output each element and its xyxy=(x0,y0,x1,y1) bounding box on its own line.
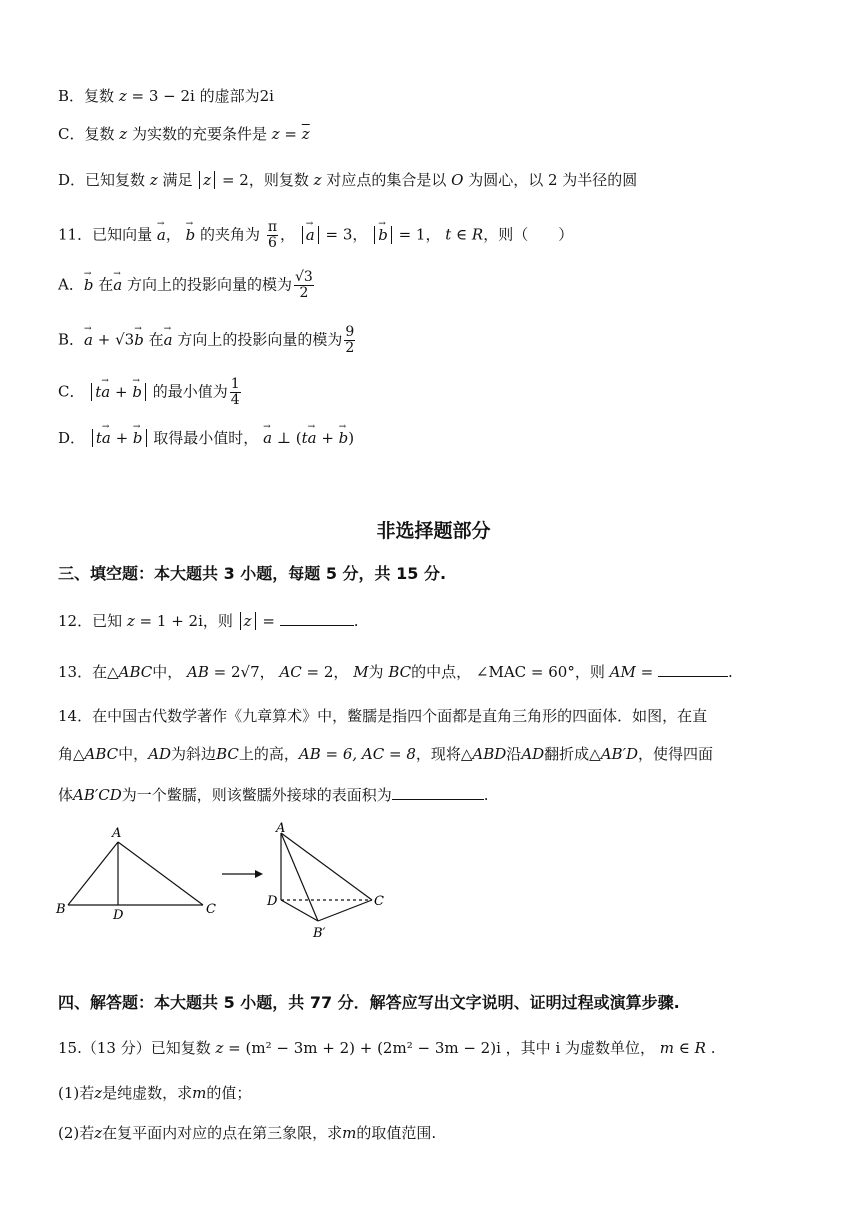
vector-a: → a xyxy=(306,225,315,245)
question-text: 在复平面内对应的点在第三象限，求 xyxy=(102,1124,343,1142)
math-expr: = 2√7， xyxy=(208,663,275,681)
tetrahedron-figure xyxy=(266,821,384,940)
math-expr: = 1， xyxy=(393,225,441,244)
q11-stem: 11．已知向量 → a， → b 的夹角为 $\frac{\pi}{6}$ ， → a = 3， → b = 1， t ∈ R，则（ ） xyxy=(58,220,573,251)
numerator: 9 xyxy=(345,324,355,340)
var-t: t xyxy=(301,429,308,447)
period: . xyxy=(353,612,359,630)
option-label: C．复数 xyxy=(58,125,115,143)
period: . xyxy=(483,786,489,804)
part4-heading: 四、解答题：本大题共 5 小题，共 77 分．解答应写出文字说明、证明过程或演算步骤. xyxy=(58,993,680,1012)
segment-ab: AB xyxy=(187,663,209,681)
var-z: z xyxy=(94,1084,103,1102)
numerator: 1 xyxy=(230,376,240,392)
question-text: ，现将△ xyxy=(415,745,473,763)
abs-z: z xyxy=(199,171,215,189)
option-label: B．复数 xyxy=(58,87,115,105)
numerator: √3 xyxy=(295,269,313,285)
vector-a: → a xyxy=(102,428,111,448)
triangle-abc: ABC xyxy=(118,663,153,681)
fraction-sqrt3-2 xyxy=(294,270,314,301)
vector-a: → a xyxy=(101,382,110,402)
math-expr: = 2， xyxy=(301,663,349,681)
math-expr: = 3 − 2i xyxy=(126,87,195,105)
vector-b: → b xyxy=(132,382,142,402)
question-text: ，使得四面 xyxy=(638,745,714,763)
option-text: 方向上的投影向量的模为 xyxy=(126,275,292,294)
option-text: 对应点的集合是以 xyxy=(326,171,447,189)
answer-blank[interactable] xyxy=(280,611,354,626)
label-b: B xyxy=(56,902,66,917)
section-title: 非选择题部分 xyxy=(376,520,491,542)
question-text: 的值； xyxy=(206,1084,252,1102)
q14-line2 xyxy=(58,744,713,764)
arrow-head-icon xyxy=(255,870,263,878)
vector-b: → b xyxy=(133,428,143,448)
option-text: 方向上的投影向量的模为 xyxy=(177,330,343,349)
math-expr: = 3， xyxy=(320,225,368,244)
question-text: (1)若 xyxy=(58,1084,95,1102)
fraction-1-4 xyxy=(230,377,241,408)
abs-b xyxy=(374,226,392,244)
numerator: π xyxy=(267,219,278,235)
math-expr: m ∈ R xyxy=(659,1039,706,1057)
label-c: C xyxy=(206,902,216,917)
point-o: O xyxy=(451,171,464,189)
answer-blank[interactable] xyxy=(658,662,728,677)
part3-heading: 三、填空题：本大题共 3 小题，每题 5 分，共 15 分. xyxy=(58,564,447,583)
math-expr: AB = 6, AC = 8 xyxy=(298,745,416,763)
q12 xyxy=(58,611,358,631)
var-t: t xyxy=(95,429,102,447)
denominator: 4 xyxy=(230,392,240,408)
vector-a: → a xyxy=(308,428,317,448)
question-text: (2)若 xyxy=(58,1124,95,1142)
label-c: C xyxy=(374,894,384,909)
vector-b: → b xyxy=(186,225,196,245)
var-m: m xyxy=(192,1084,207,1102)
option-text: 满足 xyxy=(162,171,193,189)
math-expr: = 1 + 2i xyxy=(134,612,203,630)
question-text: 翻折成△ xyxy=(544,745,601,763)
math-expr: = xyxy=(635,663,658,681)
q11-option-d: D． t→ a + → b 取得最小值时， → a ⊥ (t→ a + → b) xyxy=(58,428,354,448)
period: . xyxy=(705,1039,716,1057)
math-expr: ∠MAC = 60°，则 xyxy=(475,663,605,681)
var-z: z xyxy=(215,1039,224,1057)
question-text: 中， xyxy=(118,745,149,763)
vector-a: → a xyxy=(263,428,272,448)
option-text: = 2，则复数 xyxy=(217,171,309,189)
question-text: 为一个鳖臑，则该鳖臑外接球的表面积为 xyxy=(121,786,392,804)
var-z: z xyxy=(149,171,158,189)
fraction-9-2 xyxy=(344,325,355,356)
vector-b: → b xyxy=(134,330,144,350)
math-expr: z = xyxy=(271,125,302,143)
question-text: ，则 xyxy=(202,612,233,630)
option-text: 在 xyxy=(148,330,164,349)
question-text: 角△ xyxy=(58,745,85,763)
q10-option-b xyxy=(58,86,274,106)
segment-bc: BC xyxy=(216,745,239,763)
math-expr: + √3 xyxy=(92,330,135,349)
vector-a: → a xyxy=(157,225,166,245)
question-text: 体 xyxy=(58,786,74,804)
triangle-abpd: AB′D xyxy=(600,745,639,763)
var-t: t xyxy=(95,382,102,401)
q14-figure xyxy=(50,820,410,940)
question-text: 的取值范围. xyxy=(356,1124,437,1142)
question-text: 13．在△ xyxy=(58,663,119,681)
fraction-pi-6 xyxy=(267,220,278,251)
math-expr: = xyxy=(257,612,280,630)
option-label: C． xyxy=(58,382,85,401)
q10-option-c xyxy=(58,124,310,144)
question-text: ，则（ ） xyxy=(483,225,574,244)
period: . xyxy=(727,663,733,681)
question-text: 中， xyxy=(152,663,183,681)
q11-option-b xyxy=(58,325,357,356)
denominator: 6 xyxy=(267,235,277,251)
option-label: B． xyxy=(58,330,85,349)
question-text: 是纯虚数，求 xyxy=(102,1084,193,1102)
abs-ta-plus-b: t→ a + → b xyxy=(92,429,147,447)
vector-a: → a xyxy=(164,330,173,350)
q11-option-c xyxy=(58,377,243,408)
var-z: z xyxy=(94,1124,103,1142)
denominator: 2 xyxy=(345,340,355,356)
question-text: 为斜边 xyxy=(171,745,217,763)
var-z: z xyxy=(119,125,128,143)
tetrahedron-abpcd: AB′CD xyxy=(73,786,122,804)
var-z: z xyxy=(313,171,322,189)
question-text: 的中点， xyxy=(411,663,472,681)
label-a: A xyxy=(276,821,286,836)
question-text: 15.（13 分）已知复数 xyxy=(58,1039,211,1057)
question-text: 的夹角为 xyxy=(200,225,261,244)
denominator: 2 xyxy=(299,285,309,301)
option-text: 的最小值为 xyxy=(152,382,228,401)
abs-z: z xyxy=(240,612,256,630)
vector-a: → a xyxy=(113,275,122,295)
question-text: 12．已知 xyxy=(58,612,123,630)
option-text: 为实数的充要条件是 xyxy=(131,125,267,143)
separator: ， xyxy=(165,225,181,244)
var-z: z xyxy=(126,612,135,630)
q14-line1: 14．在中国古代数学著作《九章算术》中，鳖臑是指四个面都是直角三角形的四面体．如图，在直 xyxy=(58,707,708,725)
triangle-figure xyxy=(55,826,216,923)
label-bp: B′ xyxy=(313,926,326,940)
question-number: 11．已知向量 xyxy=(58,225,153,244)
q11-option-a xyxy=(58,270,316,301)
option-label: A． xyxy=(58,275,84,294)
segment-am: AM xyxy=(609,663,636,681)
q13 xyxy=(58,662,733,682)
vector-b: → b xyxy=(339,428,349,448)
perp-symbol: ⊥ xyxy=(272,429,296,447)
q10-option-d xyxy=(58,170,637,190)
option-text: 在 xyxy=(98,275,114,294)
segment-bc: BC xyxy=(388,663,412,681)
option-text: 取得最小值时， xyxy=(153,429,259,447)
math-expr: = (m² − 3m + 2) + (2m² − 3m − 2)i xyxy=(223,1039,501,1057)
option-text: 为圆心，以 2 为半径的圆 xyxy=(468,171,638,189)
q15-stem xyxy=(58,1038,716,1058)
vector-a: → a xyxy=(84,330,93,350)
vector-b: → b xyxy=(84,275,94,295)
var-m: m xyxy=(342,1124,357,1142)
label-d: D xyxy=(267,894,278,909)
triangle-abc: ABC xyxy=(84,745,119,763)
answer-blank[interactable] xyxy=(392,785,484,800)
conjugate-z: $\overline{z}$ xyxy=(301,125,310,143)
q14-line3 xyxy=(58,785,489,805)
abs-ta-plus-b: t→ a + → b xyxy=(91,383,146,401)
option-text: 的虚部为2i xyxy=(199,87,274,105)
var-z: z xyxy=(118,87,127,105)
abs-a xyxy=(302,226,319,244)
question-text: ，其中 i 为虚数单位， xyxy=(505,1039,656,1057)
q15-sub1 xyxy=(58,1083,251,1103)
point-m: M xyxy=(353,663,369,681)
option-label: D． xyxy=(58,429,86,447)
triangle-abd: ABD xyxy=(472,745,507,763)
question-text: 为 xyxy=(368,663,384,681)
segment-ac: AC xyxy=(279,663,302,681)
label-d: D xyxy=(113,908,124,923)
option-label: D．已知复数 xyxy=(58,171,146,189)
vector-b: → b xyxy=(378,225,388,245)
math-expr: t ∈ R xyxy=(445,225,484,244)
q15-sub2 xyxy=(58,1123,436,1143)
segment-ad: AD xyxy=(148,745,172,763)
question-text: 上的高， xyxy=(238,745,299,763)
label-a: A xyxy=(112,826,122,841)
question-text: 沿 xyxy=(506,745,522,763)
segment-ad: AD xyxy=(521,745,545,763)
